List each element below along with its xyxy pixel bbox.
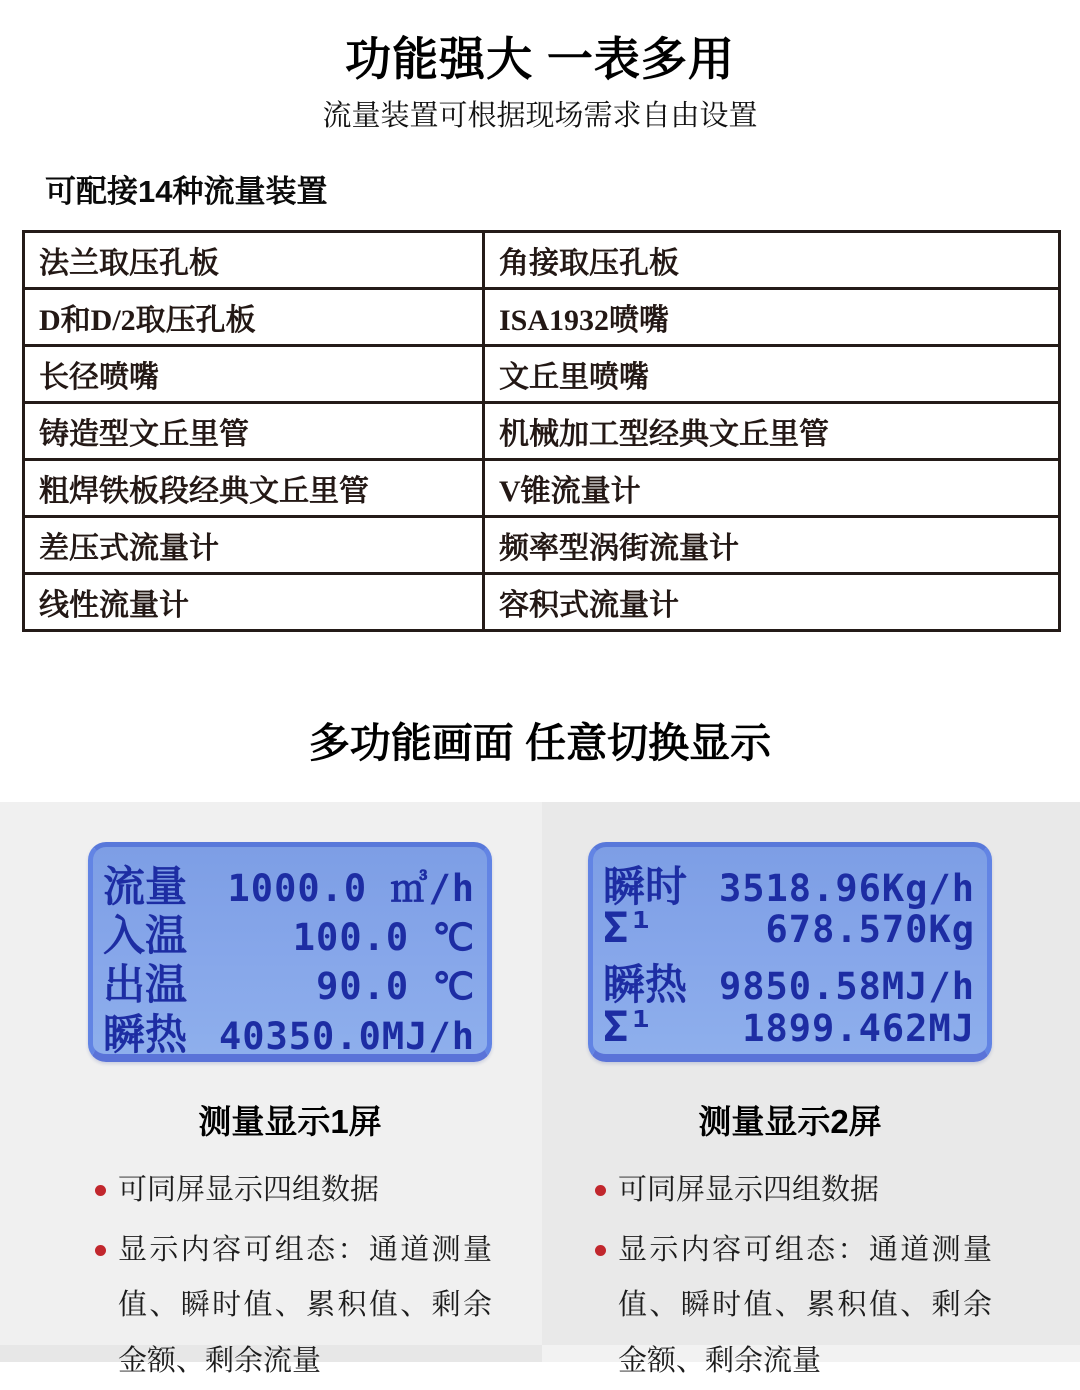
lcd-label: 流量 bbox=[103, 854, 187, 914]
device-cell: V锥流量计 bbox=[484, 460, 1060, 517]
device-cell: ISA1932喷嘴 bbox=[484, 289, 1060, 346]
table-row bbox=[24, 574, 1060, 631]
list-item: 显示内容可组态：通道测量值、瞬时值、累积值、剩余金额、剩余流量 bbox=[588, 1223, 992, 1390]
device-cell: 频率型涡街流量计 bbox=[484, 517, 1060, 574]
feature-list-2 bbox=[588, 1163, 992, 1390]
lcd-line bbox=[103, 1002, 475, 1050]
lcd-line bbox=[103, 952, 475, 1000]
table-row bbox=[24, 403, 1060, 460]
page-title: 功能强大 一表多用 bbox=[0, 34, 1080, 86]
devices-table bbox=[22, 230, 1061, 632]
table-row bbox=[24, 346, 1060, 403]
lcd-label: 瞬热 bbox=[603, 952, 687, 1012]
lcd-value: 90.0 ℃ bbox=[187, 965, 475, 1008]
lcd-label: 瞬热 bbox=[103, 1002, 187, 1062]
display-card-1 bbox=[0, 802, 542, 1345]
lcd-value: 1000.0 ㎥/h bbox=[187, 858, 475, 912]
table-row bbox=[24, 289, 1060, 346]
device-cell: 铸造型文丘里管 bbox=[24, 403, 484, 460]
lcd-value: 678.570Kg bbox=[654, 908, 975, 951]
lcd-label: Σ¹ bbox=[603, 1002, 654, 1051]
lcd-line bbox=[603, 903, 975, 951]
lcd-line bbox=[603, 1002, 975, 1050]
lcd-value: 100.0 ℃ bbox=[187, 916, 475, 959]
device-cell: 机械加工型经典文丘里管 bbox=[484, 403, 1060, 460]
display-section-heading: 多功能画面 任意切换显示 bbox=[0, 720, 1080, 767]
device-cell: 文丘里喷嘴 bbox=[484, 346, 1060, 403]
lcd-label: 出温 bbox=[103, 952, 187, 1012]
lcd-value: 9850.58MJ/h bbox=[687, 965, 975, 1008]
device-cell: 角接取压孔板 bbox=[484, 232, 1060, 289]
table-row bbox=[24, 232, 1060, 289]
page-subtitle: 流量装置可根据现场需求自由设置 bbox=[0, 98, 1080, 136]
lcd-label: 入温 bbox=[103, 903, 187, 963]
device-cell: 容积式流量计 bbox=[484, 574, 1060, 631]
table-row bbox=[24, 517, 1060, 574]
lcd-label: Σ¹ bbox=[603, 903, 654, 952]
lcd-line bbox=[103, 854, 475, 902]
display-card-2 bbox=[542, 802, 1080, 1345]
table-row bbox=[24, 460, 1060, 517]
display-panel bbox=[0, 802, 1080, 1345]
device-cell: D和D/2取压孔板 bbox=[24, 289, 484, 346]
device-cell: 线性流量计 bbox=[24, 574, 484, 631]
lcd-screen-1 bbox=[88, 842, 492, 1062]
lcd-value: 1899.462MJ bbox=[654, 1007, 975, 1050]
device-cell: 长径喷嘴 bbox=[24, 346, 484, 403]
device-cell: 差压式流量计 bbox=[24, 517, 484, 574]
feature-list-1 bbox=[88, 1163, 492, 1390]
lcd-value: 3518.96Kg/h bbox=[687, 867, 975, 910]
lcd-line bbox=[603, 952, 975, 1000]
lcd-screen-2 bbox=[588, 842, 992, 1062]
list-item: 可同屏显示四组数据 bbox=[588, 1163, 992, 1219]
devices-heading: 可配接14种流量装置 bbox=[45, 173, 1080, 210]
device-cell: 法兰取压孔板 bbox=[24, 232, 484, 289]
lcd-value: 40350.0MJ/h bbox=[187, 1015, 475, 1058]
list-item: 可同屏显示四组数据 bbox=[88, 1163, 492, 1219]
lcd-label: 瞬时 bbox=[603, 854, 687, 914]
lcd-line bbox=[103, 903, 475, 951]
card-caption-2: 测量显示2屏 bbox=[588, 1096, 992, 1143]
device-cell: 粗焊铁板段经典文丘里管 bbox=[24, 460, 484, 517]
card-caption-1: 测量显示1屏 bbox=[88, 1096, 492, 1143]
lcd-line bbox=[603, 854, 975, 902]
list-item: 显示内容可组态：通道测量值、瞬时值、累积值、剩余金额、剩余流量 bbox=[88, 1223, 492, 1390]
